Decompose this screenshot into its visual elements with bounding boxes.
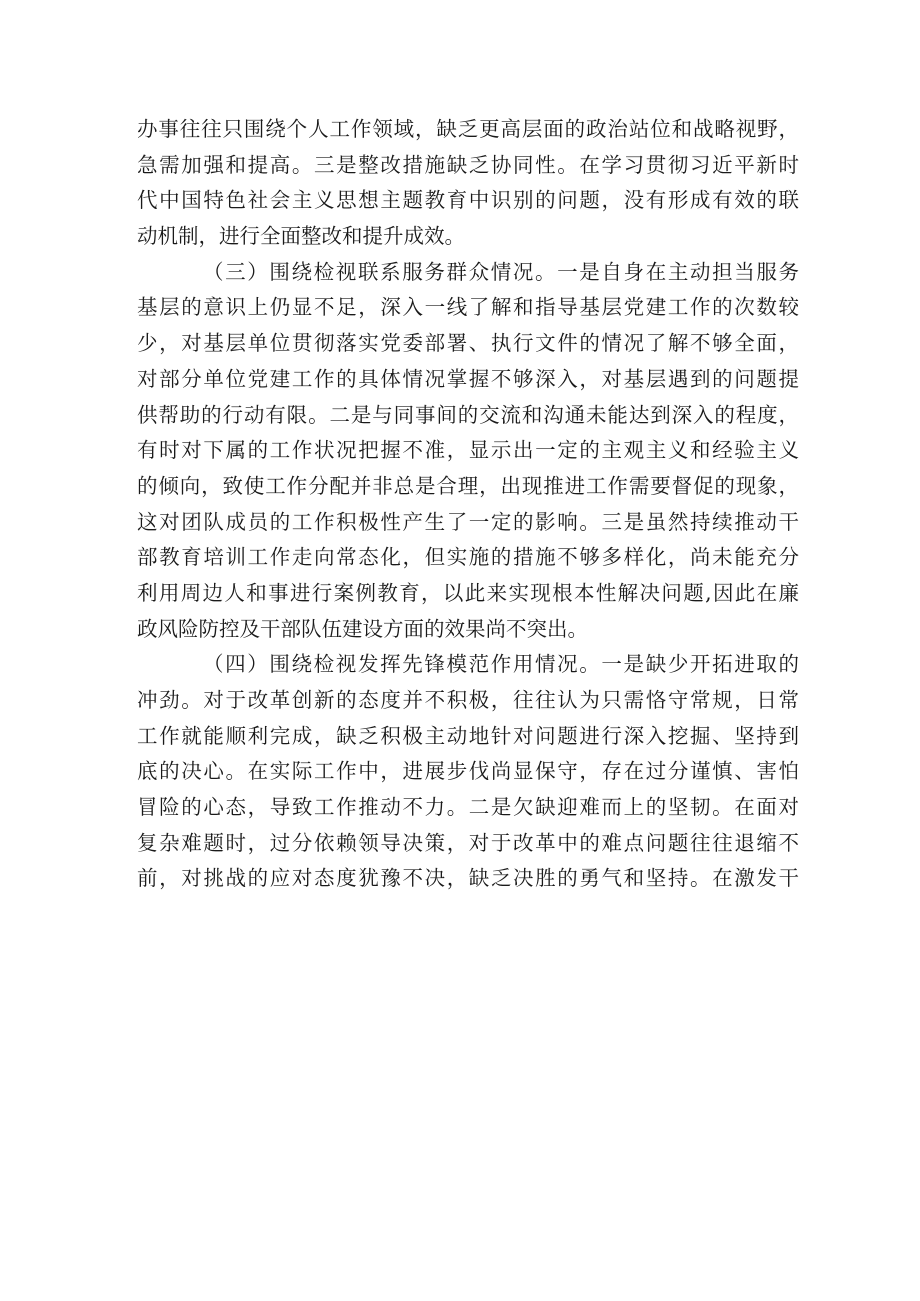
text-line: 政风险防控及干部队伍建设方面的效果尚不突出。: [137, 616, 588, 641]
text-line: 利用周边人和事进行案例教育，以此来实现根本性解决问题,因此在廉: [137, 580, 799, 605]
text-line: 急需加强和提高。三是整改措施缺乏协同性。在学习贯彻习近平新时: [137, 152, 799, 177]
text-line: 对部分单位党建工作的具体情况掌握不够深入，对基层遇到的问题提: [137, 366, 799, 391]
text-line: （三）围绕检视联系服务群众情况。一是自身在主动担当服务: [203, 259, 799, 284]
text-line: 的倾向，致使工作分配并非总是合理，出现推进工作需要督促的现象，: [137, 473, 799, 498]
document-body: [137, 112, 799, 897]
text-line: 复杂难题时，过分依赖领导决策，对于改革中的难点问题往往退缩不: [137, 830, 799, 855]
text-line: 这对团队成员的工作积极性产生了一定的影响。三是虽然持续推动干: [137, 509, 799, 534]
text-line: 少，对基层单位贯彻落实党委部署、执行文件的情况了解不够全面，: [137, 331, 799, 356]
text-line: 前，对挑战的应对态度犹豫不决，缺乏决胜的勇气和坚持。在激发干: [137, 866, 799, 891]
text-line: 基层的意识上仍显不足，深入一线了解和指导基层党建工作的次数较: [137, 295, 799, 320]
text-line: 冲劲。对于改革创新的态度并不积极，往往认为只需恪守常规，日常: [137, 688, 799, 712]
paragraph-continuation: [137, 112, 799, 255]
text-line: 办事往往只围绕个人工作领域，缺乏更高层面的政治站位和战略视野，: [137, 117, 799, 141]
text-line: 底的决心。在实际工作中，进展步伐尚显保守，存在过分谨慎、害怕: [137, 759, 799, 784]
text-line: 工作就能顺利完成，缺乏积极主动地针对问题进行深入挖掘、坚持到: [137, 723, 799, 748]
text-line: 冒险的心态，导致工作推动不力。二是欠缺迎难而上的坚韧。在面对: [137, 795, 799, 820]
text-line: 有时对下属的工作状况把握不准，显示出一定的主观主义和经验主义: [137, 438, 799, 463]
text-line: 动机制，进行全面整改和提升成效。: [137, 224, 465, 249]
paragraph-section-4: [137, 647, 799, 897]
text-line: 代中国特色社会主义思想主题教育中识别的问题，没有形成有效的联: [137, 188, 799, 213]
text-line: 部教育培训工作走向常态化，但实施的措施不够多样化，尚未能充分: [137, 545, 799, 570]
text-line: （四）围绕检视发挥先锋模范作用情况。一是缺少开拓进取的: [203, 652, 799, 677]
text-line: 供帮助的行动有限。二是与同事间的交流和沟通未能达到深入的程度，: [137, 402, 799, 427]
paragraph-section-3: [137, 255, 799, 648]
